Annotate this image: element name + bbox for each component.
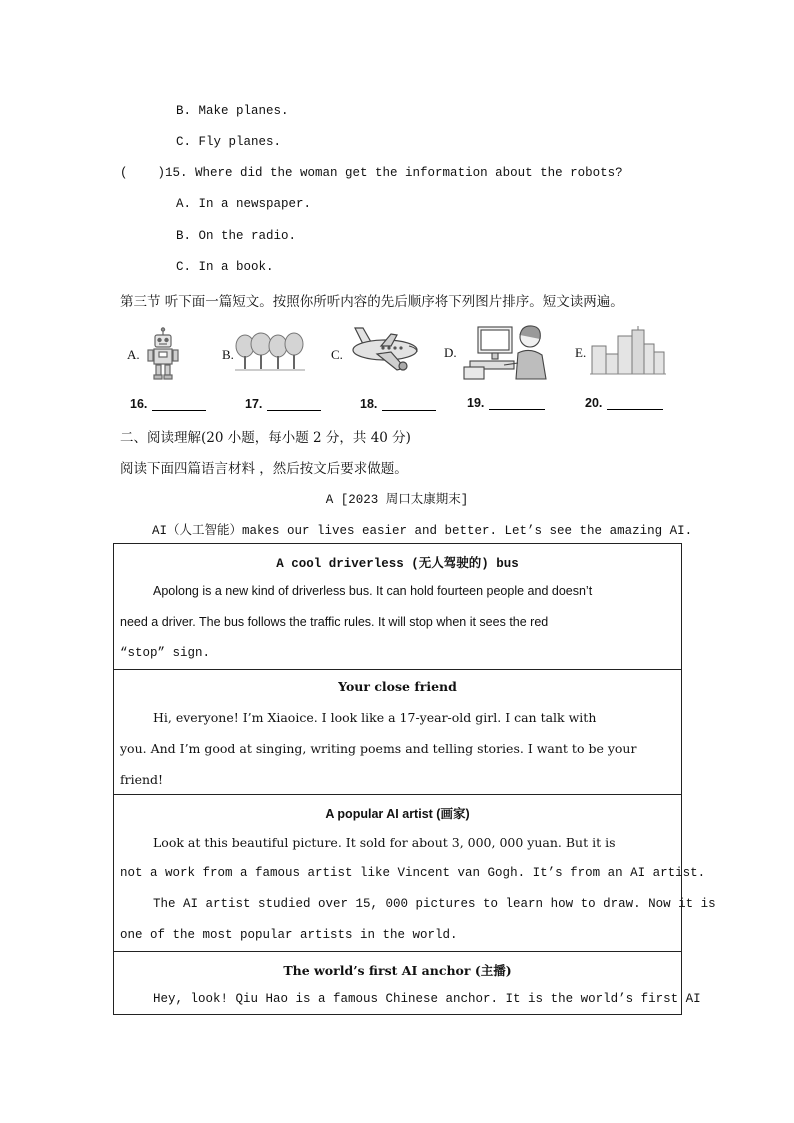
girl-computer-icon — [460, 323, 548, 383]
section-close-friend — [114, 669, 681, 795]
passage-intro: AI（人工智能）makes our lives easier and better. Let’s see the amazing AI. — [152, 524, 693, 538]
blank-number-20: 20. — [585, 396, 603, 410]
answer-blank-20[interactable] — [607, 409, 663, 410]
section-line: Hi, everyone! I’m Xiaoice. I look like a 17-year-old girl. I can talk with — [153, 710, 597, 725]
buildings-icon — [590, 326, 666, 376]
passage-box — [113, 543, 716, 1015]
section-line: not a work from a famous artist like Vincent van Gogh. It’s from an AI artist. — [120, 866, 706, 880]
part2-heading: 二、阅读理解(20 小题，每小题 2 分，共 40 分) — [120, 430, 411, 446]
section-title: Your close friend — [338, 679, 457, 694]
blank-number-17: 17. — [245, 397, 263, 411]
robot-icon — [145, 327, 181, 381]
picture-letter-e: E. — [575, 345, 587, 360]
section-line: Hey, look! Qiu Hao is a famous Chinese anchor. It is the world’s first AI — [153, 992, 701, 1006]
answer-blank-19[interactable] — [489, 409, 545, 410]
passage-label: A [2023 周口太康期末] — [325, 493, 469, 507]
answer-blank-18[interactable] — [382, 410, 436, 411]
picture-letter-a: A. — [127, 347, 140, 362]
q14-option-b: B. Make planes. — [176, 104, 289, 118]
picture-letter-d: D. — [444, 345, 457, 360]
section-title: A popular AI artist (画家) — [325, 807, 470, 821]
answer-blank-16[interactable] — [152, 410, 206, 411]
picture-letter-b: B. — [222, 347, 234, 362]
part2-instruction: 阅读下面四篇语言材料 ，然后按文后要求做题。 — [120, 461, 408, 477]
blank-number-18: 18. — [360, 397, 378, 411]
section-line: need a driver. The bus follows the traffic rules. It will stop when it sees the red — [120, 615, 549, 629]
section-ai-artist — [114, 794, 716, 952]
blank-number-16: 16. — [130, 397, 148, 411]
q15-option-a: A. In a newspaper. — [176, 197, 312, 211]
q14-option-c: C. Fly planes. — [176, 135, 282, 149]
section-line: one of the most popular artists in the world. — [120, 928, 458, 942]
section-line: Look at this beautiful picture. It sold for about 3, 000, 000 yuan. But it is — [153, 835, 616, 850]
answer-bracket[interactable]: ( ) — [120, 166, 166, 180]
section-line: The AI artist studied over 15, 000 pictures to learn how to draw. Now it is — [153, 897, 716, 911]
section-line: Apolong is a new kind of driverless bus. It can hold fourteen people and doesn’t — [153, 584, 593, 598]
q15-option-b: B. On the radio. — [176, 229, 297, 243]
section-line: “stop” sign. — [120, 646, 211, 660]
section-ai-anchor — [114, 951, 701, 1015]
section-line: friend! — [120, 772, 164, 787]
airplane-icon — [347, 324, 423, 376]
q15-stem: 15. Where did the woman get the information about the robots? — [165, 166, 623, 180]
section3-instruction: 第三节 听下面一篇短文。按照你所听内容的先后顺序将下列图片排序。短文读两遍。 — [120, 294, 624, 310]
q15-question — [120, 166, 623, 180]
q15-option-c: C. In a book. — [176, 260, 274, 274]
answer-blank-17[interactable] — [267, 410, 321, 411]
trees-icon — [235, 332, 305, 372]
section-title: A cool driverless (无人驾驶的) bus — [276, 557, 519, 571]
section-line: you. And I’m good at singing, writing poems and telling stories. I want to be your — [120, 741, 637, 756]
section-driverless-bus — [114, 544, 681, 669]
picture-letter-c: C. — [331, 347, 343, 362]
blank-number-19: 19. — [467, 396, 485, 410]
section-title: The world’s first AI anchor (主播) — [283, 963, 512, 978]
